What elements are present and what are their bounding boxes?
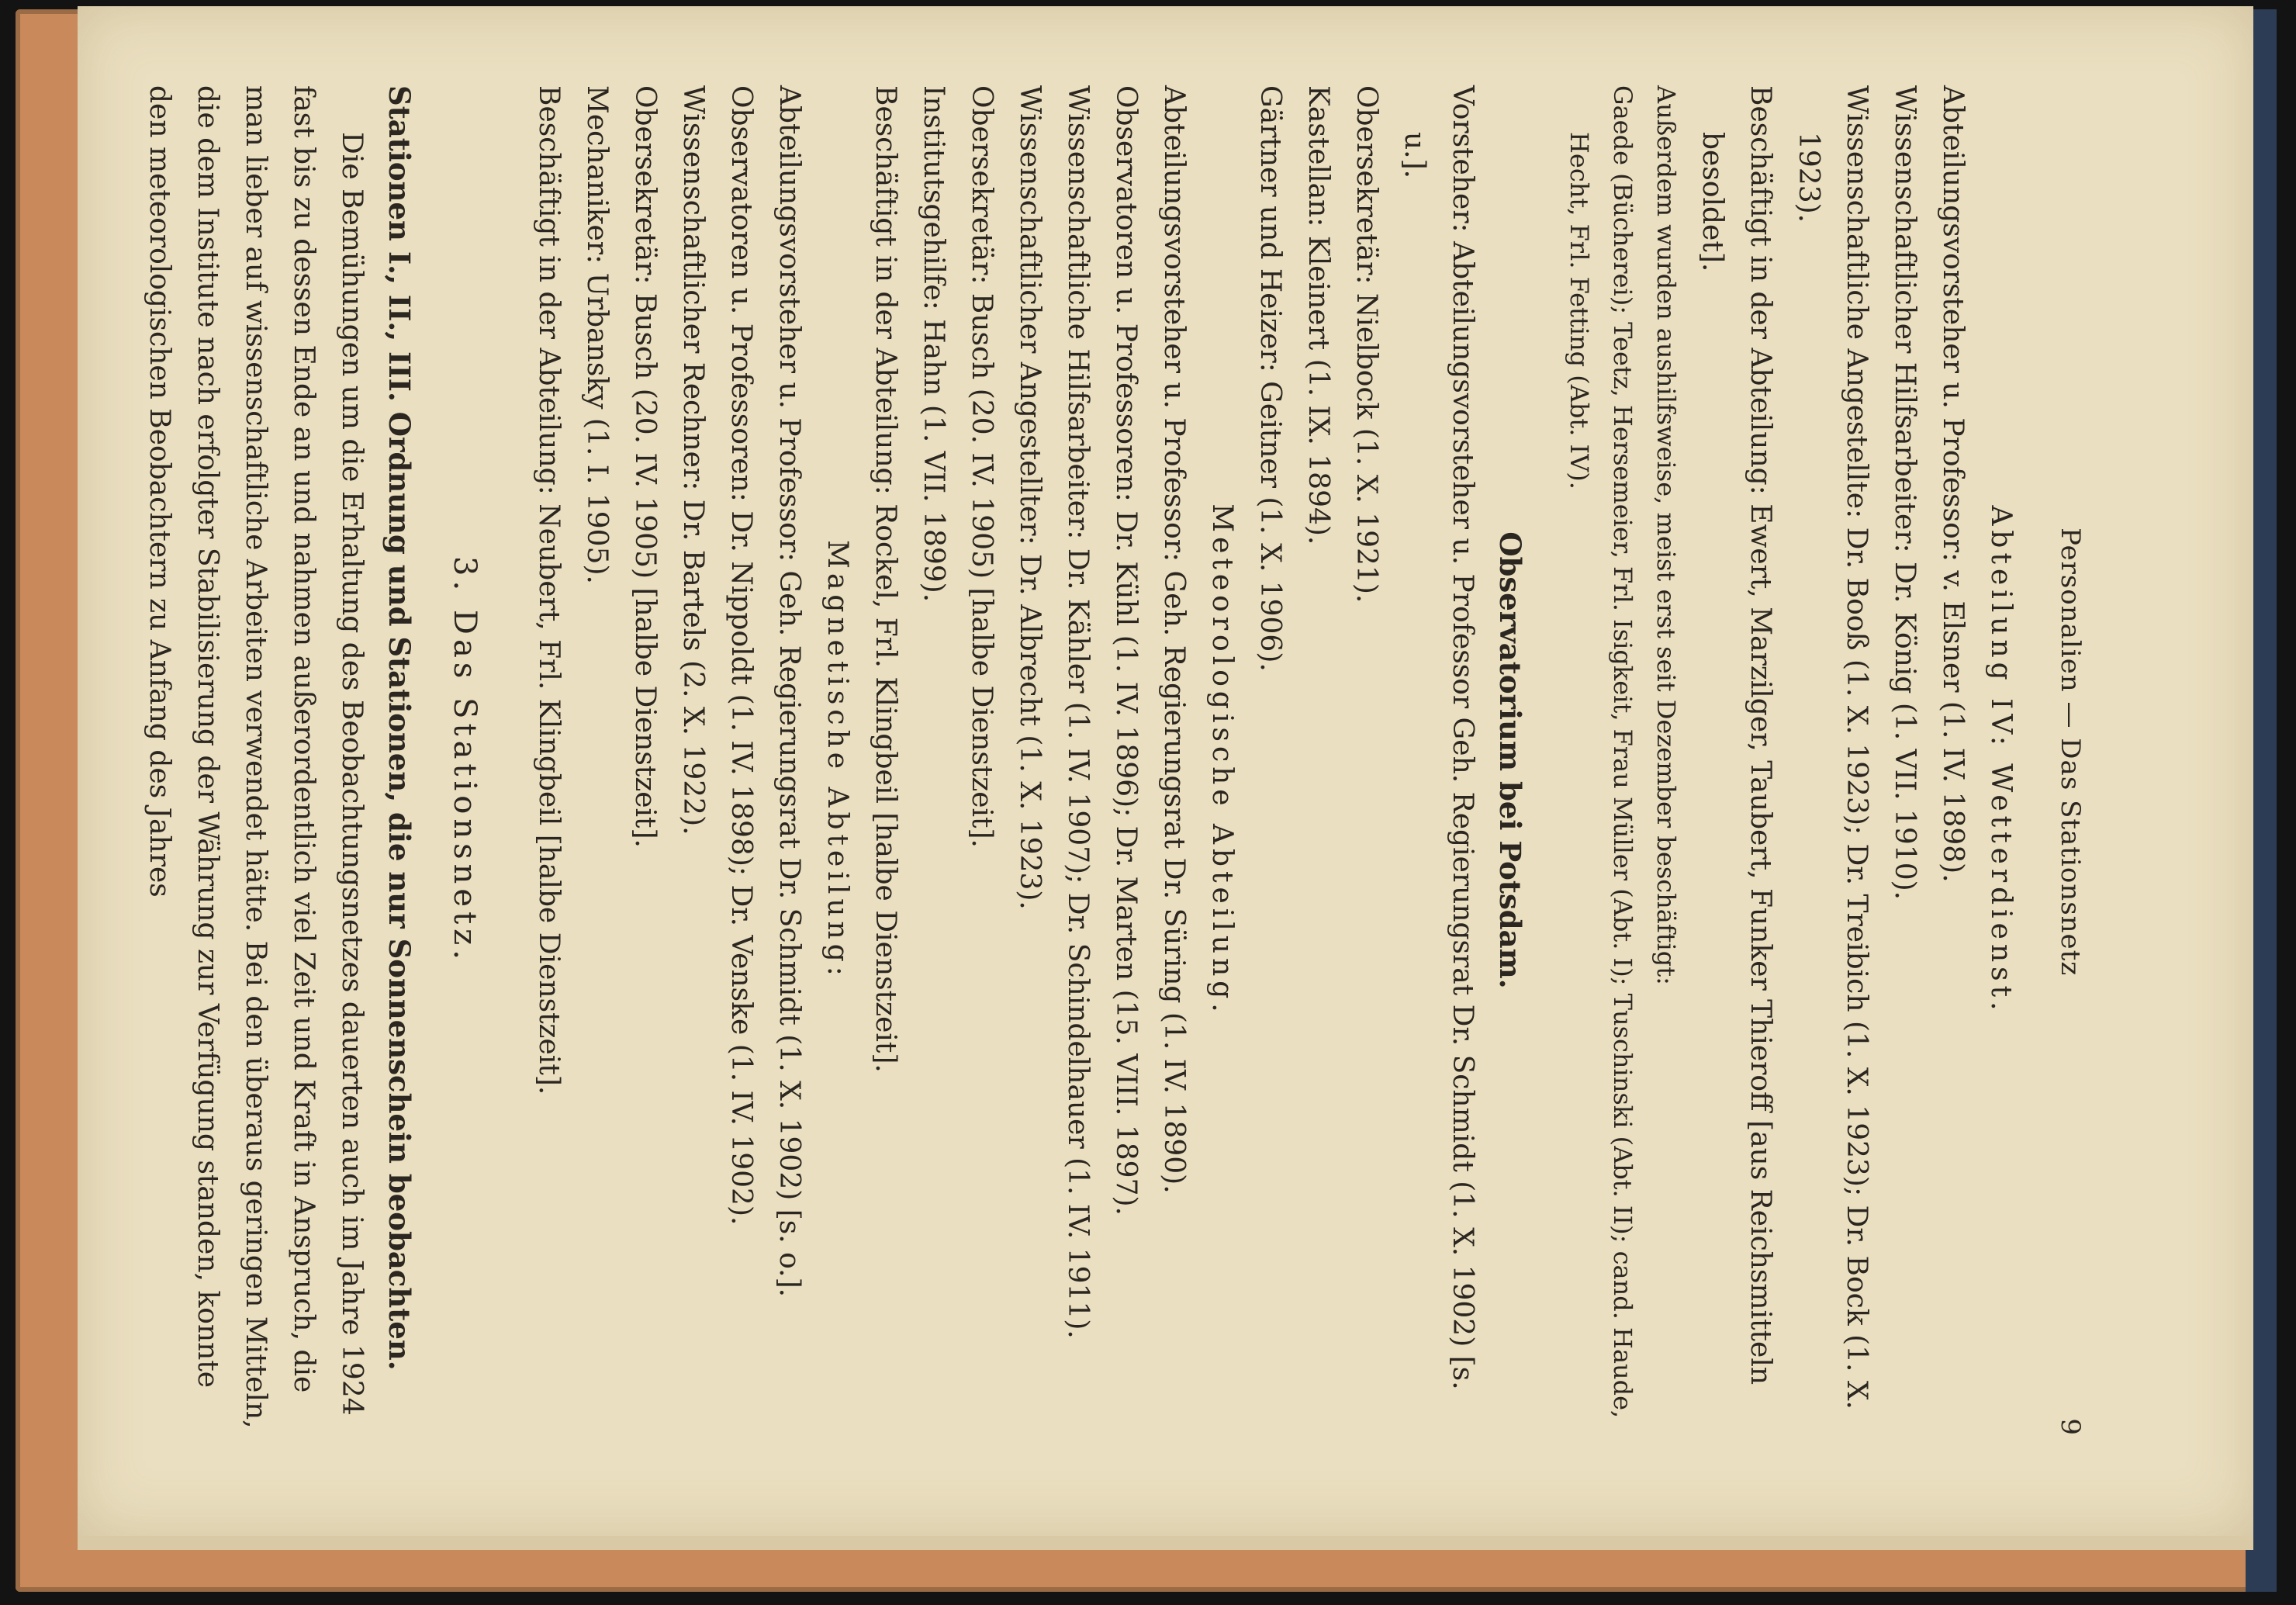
text-line: Obersekretär: Nielbock (1. X. 1921). xyxy=(1350,85,1382,604)
text-line: Beschäftigt in der Abteilung: Ewert, Marzilger, Taubert, Funker Thieroff [aus Reichsmitteln besoldet]. xyxy=(1696,85,1776,1385)
text-line: Beschäftigt in der Abteilung: Rockel, Frl. Klingbeil [halbe Dienstzeit]. xyxy=(870,85,901,1073)
text-line: Beschäftigt in der Abteilung: Neubert, Frl. Klingbeil [halbe Dienstzeit]. xyxy=(533,85,565,1095)
section-heading-magnetisch: Magnetische Abteilung: xyxy=(821,540,853,981)
page-number: 9 xyxy=(2055,1418,2086,1435)
chapter-title-stationsnetz: 3. Das Stationsnetz. xyxy=(447,556,482,964)
text-line: Wissenschaftliche Hilfsarbeiter: Dr. Kähler (1. IV. 1907); Dr. Schindelhauer (1. IV. 1911). xyxy=(1062,85,1094,1339)
text-line: Abteilungsvorsteher u. Professor: Geh. Regierungsrat Dr. Schmidt (1. X. 1902) [s. o.]. xyxy=(773,85,805,1298)
section-heading-wetterdienst: Abteilung IV: Wetterdienst. xyxy=(1985,505,2017,1015)
text-line: Gärtner und Heizer: Geitner (1. X. 1906). xyxy=(1254,85,1286,672)
text-line: Wissenschaftlicher Hilfsarbeiter: Dr. König (1. VII. 1910). xyxy=(1889,85,1921,901)
section-heading-meteorologisch: Meteorologische Abteilung. xyxy=(1206,503,1238,1017)
body-paragraph: Die Bemühungen um die Erhaltung des Beobachtungsnetzes dauerten auch im Jahre 1924 fast bis zu dessen Ende an und nahmen außerordentlich viel Zeit und Kraft in Anspruch, die man lieber auf wissenschaftliche Arbeiten verwendet hätte. Bei den überaus geringen Mitteln, die dem Institute nach erfolgter Stabilisierung der Währung zur Verfügung standen, konnte den meteorologischen Beobachtern zu Anfang des Jahres xyxy=(144,85,368,1429)
page-edge xyxy=(78,1536,2253,1550)
text-line: Außerdem wurden aushilfsweise, meist erst seit Dezember beschäftigt: xyxy=(1651,85,1681,985)
text-line: Mechaniker: Urbansky (1. I. 1905). xyxy=(581,85,613,584)
text-line: Wissenschaftliche Angestellte: Dr. Booß (1. X. 1923); Dr. Treibich (1. X. 1923); Dr. Bock (1. X. 1923). xyxy=(1793,85,1872,1410)
running-title: Personalien — Das Stationsnetz xyxy=(2055,528,2086,977)
text-line: Observatoren u. Professoren: Dr. Kühl (1. IV. 1896); Dr. Marten (15. VIII. 1897). xyxy=(1110,85,1142,1216)
page-text-block xyxy=(144,85,2094,1435)
text-line: Obersekretär: Busch (20. IV. 1905) [halbe Dienstzeit]. xyxy=(966,85,998,849)
text-line: Wissenschaftlicher Rechner: Dr. Bartels (2. X. 1922). xyxy=(677,85,709,835)
text-line: Wissenschaftlicher Angestellter: Dr. Albrecht (1. X. 1923). xyxy=(1014,85,1046,910)
running-header xyxy=(2046,85,2094,1435)
text-line: Vorsteher: Abteilungsvorsteher u. Professor Geh. Regierungsrat Dr. Schmidt (1. X. 1902) [s. u.]. xyxy=(1399,85,1478,1390)
section-heading-potsdam: Observatorium bei Potsdam. xyxy=(1493,531,1527,989)
text-line: Gaede (Bücherei); Teetz, Hersemeier, Frl. Isigkeit, Frau Müller (Abt. I); Tuschinski (Abt. II); cand. Haude, Hecht, Frl. Fetting (Abt. IV). xyxy=(1565,85,1637,1419)
subsection-heading-stationen: Stationen I., II., III. Ordnung und Stationen, die nur Sonnenschein beobachten. xyxy=(382,85,417,1371)
text-line: Obersekretär: Busch (20. IV. 1905) [halbe Dienstzeit]. xyxy=(629,85,661,849)
text-line: Kastellan: Kleinert (1. IX. 1894). xyxy=(1302,85,1334,545)
text-line: Abteilungsvorsteher u. Professor: v. Elsner (1. IV. 1898). xyxy=(1937,85,1969,883)
text-line: Observatoren u. Professoren: Dr. Nippoldt (1. IV. 1898); Dr. Venske (1. IV. 1902). xyxy=(725,85,757,1226)
text-line: Institutsgehilfe: Hahn (1. VII. 1899). xyxy=(918,85,949,603)
text-line: Abteilungsvorsteher u. Professor: Geh. Regierungsrat Dr. Süring (1. IV. 1890). xyxy=(1158,85,1190,1194)
